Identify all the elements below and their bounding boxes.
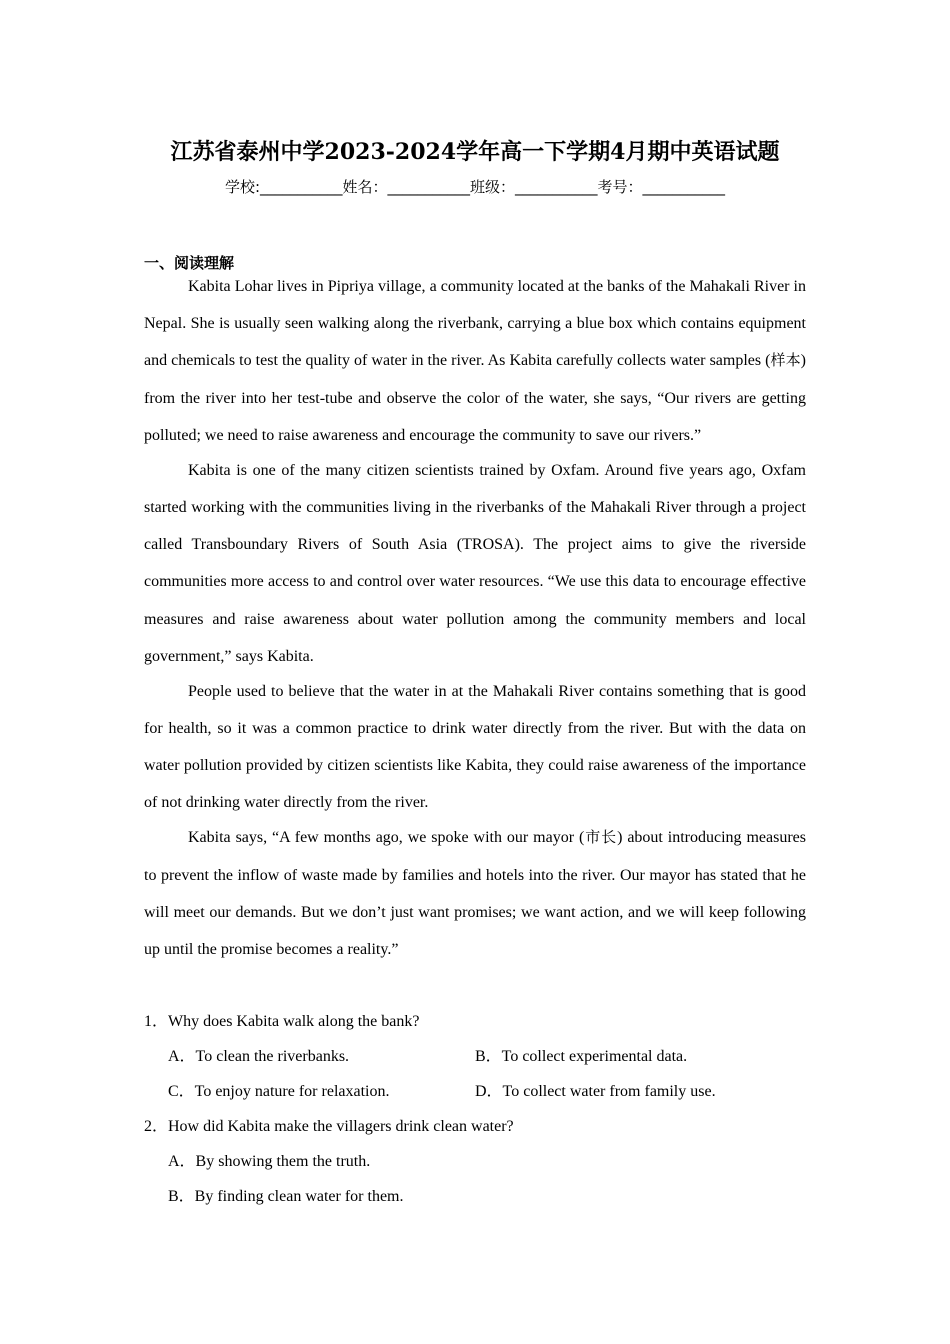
question-2-stem: 2．How did Kabita make the villagers drink clean water?	[144, 1118, 514, 1135]
passage-paragraph-2: Kabita is one of the many citizen scientists trained by Oxfam. Around five years ago, Oxfam started working with the communities living in the riverbanks of the Mahakali River through a project called Transboundary Rivers of South Asia (TROSA). The project aims to give the riverside communities more access to and control over water resources. “We use this data to encourage effective measures and raise awareness about water pollution among the community members and local government,” says Kabita.	[144, 461, 806, 665]
student-info-line: 学校:___________姓名：___________班级：___________考号：___________	[224, 178, 726, 196]
passage-paragraph-4	[144, 819, 806, 968]
passage-p1-gloss: 样本	[770, 351, 801, 370]
reading-passage	[144, 268, 806, 966]
exam-title: 江苏省泰州中学2023-2024学年高一下学期4月期中英语试题	[170, 139, 780, 165]
question-2-option-b[interactable]: B．By finding clean water for them.	[168, 1188, 404, 1205]
passage-p1-text-a: Kabita Lohar lives in Pipriya village, a community located at the banks of the Mahakali River in Nepal. She is usually seen walking along the riverbank, carrying a blue box which contains equipment and chemicals to test the quality of water in the river. As Kabita carefully collects water samples (	[144, 278, 806, 370]
passage-p4-text-b: ) about introducing measures to prevent the inflow of waste made by families and hotels into the river. Our mayor has stated that he will meet our demands. But we don’t just want promises; we want action, and we will keep following up until the promise becomes a reality.”	[144, 829, 806, 959]
section-heading-reading: 一、阅读理解	[144, 254, 235, 272]
question-1-option-c[interactable]: C．To enjoy nature for relaxation.	[168, 1083, 390, 1100]
passage-p1-text-b: ) from the river into her test-tube and observe the color of the water, she says, “Our rivers are getting polluted; we need to raise awareness and encourage the community to save our rivers.”	[144, 352, 806, 444]
question-1-option-a[interactable]: A．To clean the riverbanks.	[168, 1048, 350, 1065]
question-1-option-b[interactable]: B．To collect experimental data.	[475, 1048, 688, 1065]
passage-paragraph-3: People used to believe that the water in at the Mahakali River contains something that is good for health, so it was a common practice to drink water directly from the river. But with the data on water pollution provided by citizen scientists like Kabita, they could raise awareness of the importance of not drinking water directly from the river.	[144, 682, 806, 812]
passage-p4-text-a: Kabita says, “A few months ago, we spoke with our mayor (	[188, 829, 585, 847]
question-1-stem: 1．Why does Kabita walk along the bank?	[144, 1013, 420, 1030]
question-2-option-a[interactable]: A．By showing them the truth.	[168, 1153, 371, 1170]
passage-paragraph-1	[144, 268, 806, 454]
passage-p4-gloss: 市长	[584, 828, 618, 847]
question-1-option-d[interactable]: D．To collect water from family use.	[475, 1083, 716, 1100]
